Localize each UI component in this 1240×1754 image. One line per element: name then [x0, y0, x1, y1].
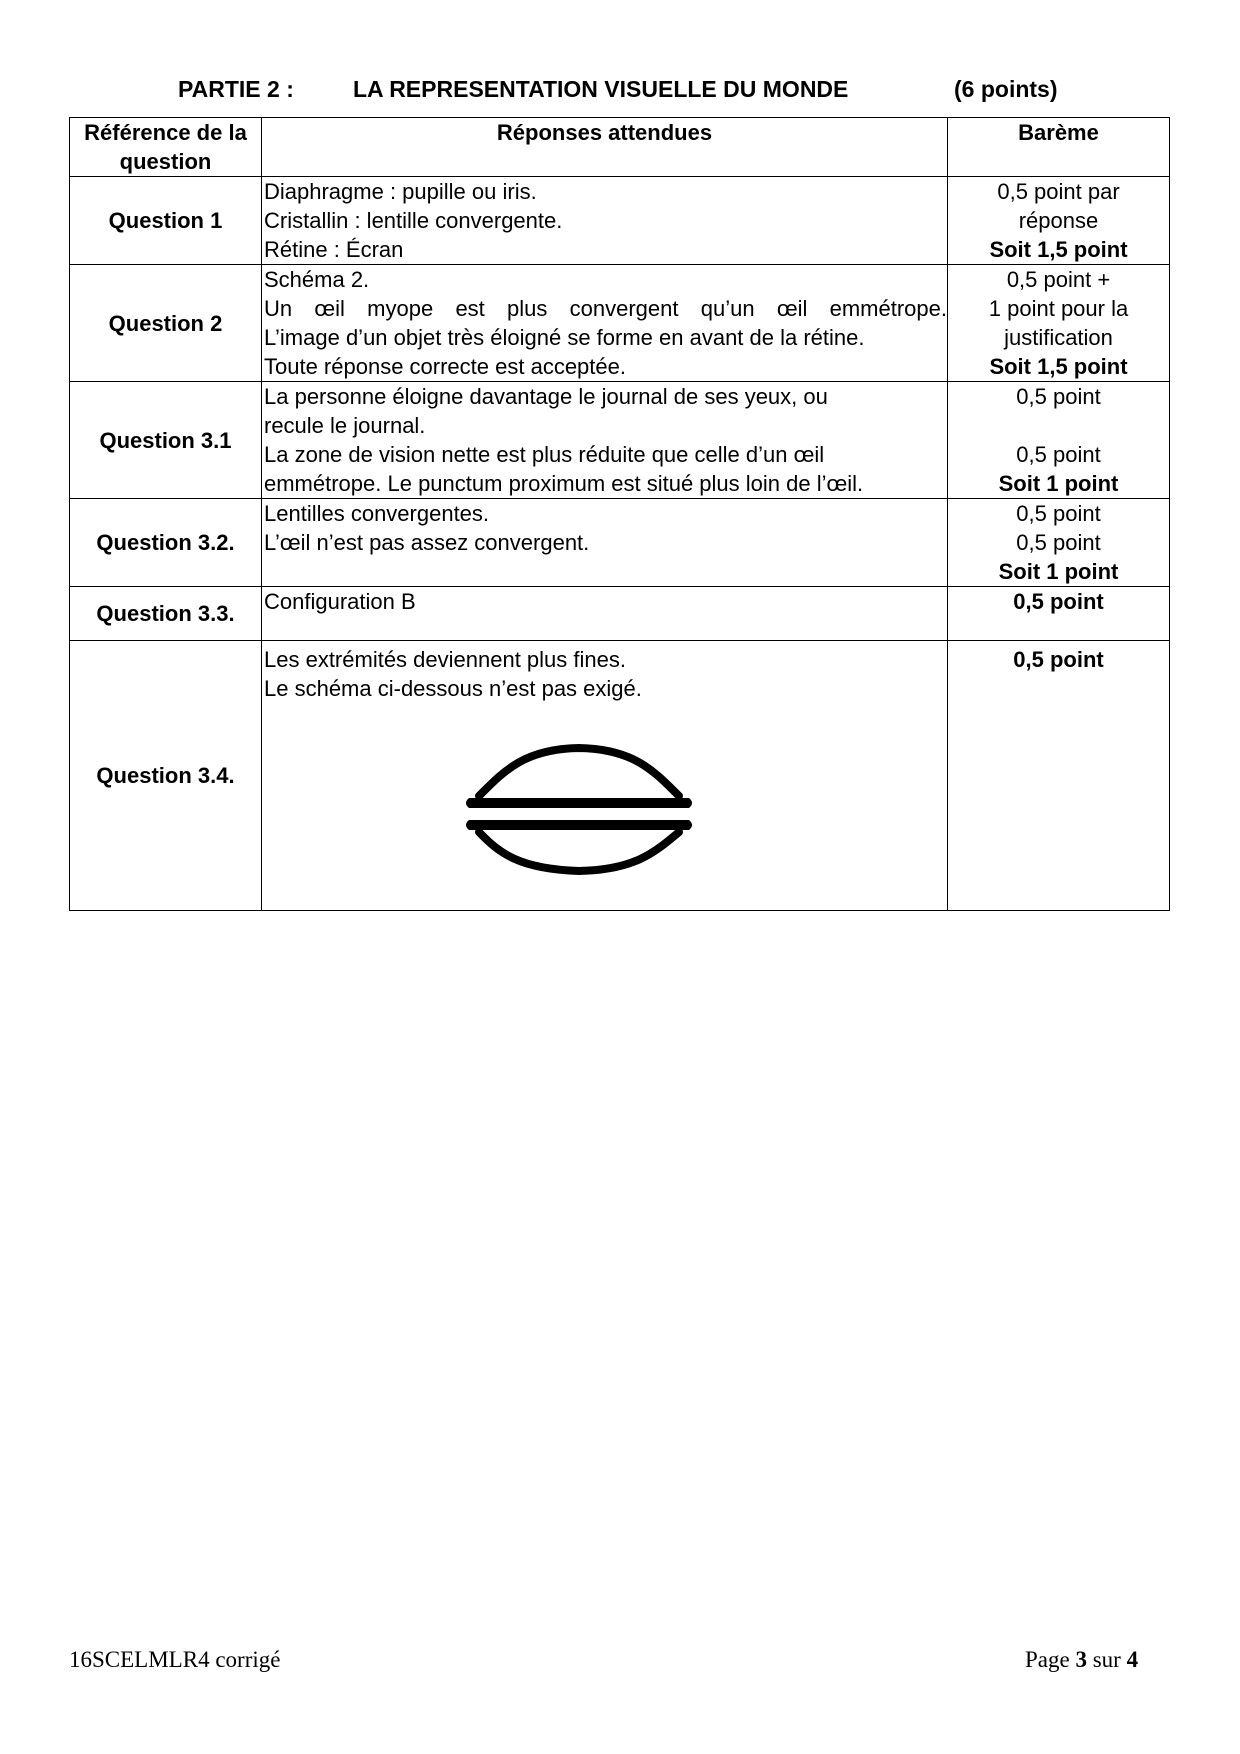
lens-schema-drawing [459, 741, 699, 881]
expected-answer: Configuration B [262, 587, 948, 641]
page-heading [0, 76, 1240, 106]
scale-cell: 0,5 point [948, 641, 1170, 911]
expected-answer: Schéma 2. Un œil myope est plus convergent qu’un œil emmétrope. L’image d’un objet très éloigné se forme en avant de la rétine. Toute réponse correcte est acceptée. [262, 265, 948, 382]
table-header-row [70, 118, 1170, 177]
expected-answer: Diaphragme : pupille ou iris. Cristallin : lentille convergente. Rétine : Écran [262, 177, 948, 265]
header-scale: Barème [948, 118, 1170, 177]
answer-table [69, 117, 1170, 911]
footer-page-number: Page 3 sur 4 [1025, 1647, 1139, 1672]
part-label: PARTIE 2 : [178, 76, 294, 102]
question-ref: Question 3.4. [70, 641, 262, 911]
table-row [70, 587, 1170, 641]
expected-answer: Lentilles convergentes. L’œil n’est pas assez convergent. [262, 499, 948, 587]
table-row [70, 265, 1170, 382]
table-row [70, 177, 1170, 265]
part-title: LA REPRESENTATION VISUELLE DU MONDE [353, 76, 849, 102]
question-ref: Question 2 [70, 265, 262, 382]
header-answers: Réponses attendues [262, 118, 948, 177]
scale-cell: 0,5 point 0,5 point Soit 1 point [948, 499, 1170, 587]
scale-cell: 0,5 point par réponse Soit 1,5 point [948, 177, 1170, 265]
scale-cell: 0,5 point 0,5 point Soit 1 point [948, 382, 1170, 499]
question-ref: Question 3.1 [70, 382, 262, 499]
expected-answer: La personne éloigne davantage le journal de ses yeux, ou recule le journal. La zone de vision nette est plus réduite que celle d’un œil emmétrope. Le punctum proximum est situé plus loin de l’œil. [262, 382, 948, 499]
scale-cell: 0,5 point + 1 point pour la justification Soit 1,5 point [948, 265, 1170, 382]
table-row [70, 641, 1170, 911]
table-row [70, 499, 1170, 587]
footer-code: 16SCELMLR4 corrigé [69, 1647, 281, 1672]
table-row [70, 382, 1170, 499]
part-points: (6 points) [954, 76, 1058, 102]
scale-cell: 0,5 point [948, 587, 1170, 641]
expected-answer: Les extrémités deviennent plus fines. Le schéma ci-dessous n’est pas exigé. [262, 641, 948, 911]
question-ref: Question 1 [70, 177, 262, 265]
header-reference: Référence de la question [70, 118, 262, 177]
question-ref: Question 3.2. [70, 499, 262, 587]
question-ref: Question 3.3. [70, 587, 262, 641]
